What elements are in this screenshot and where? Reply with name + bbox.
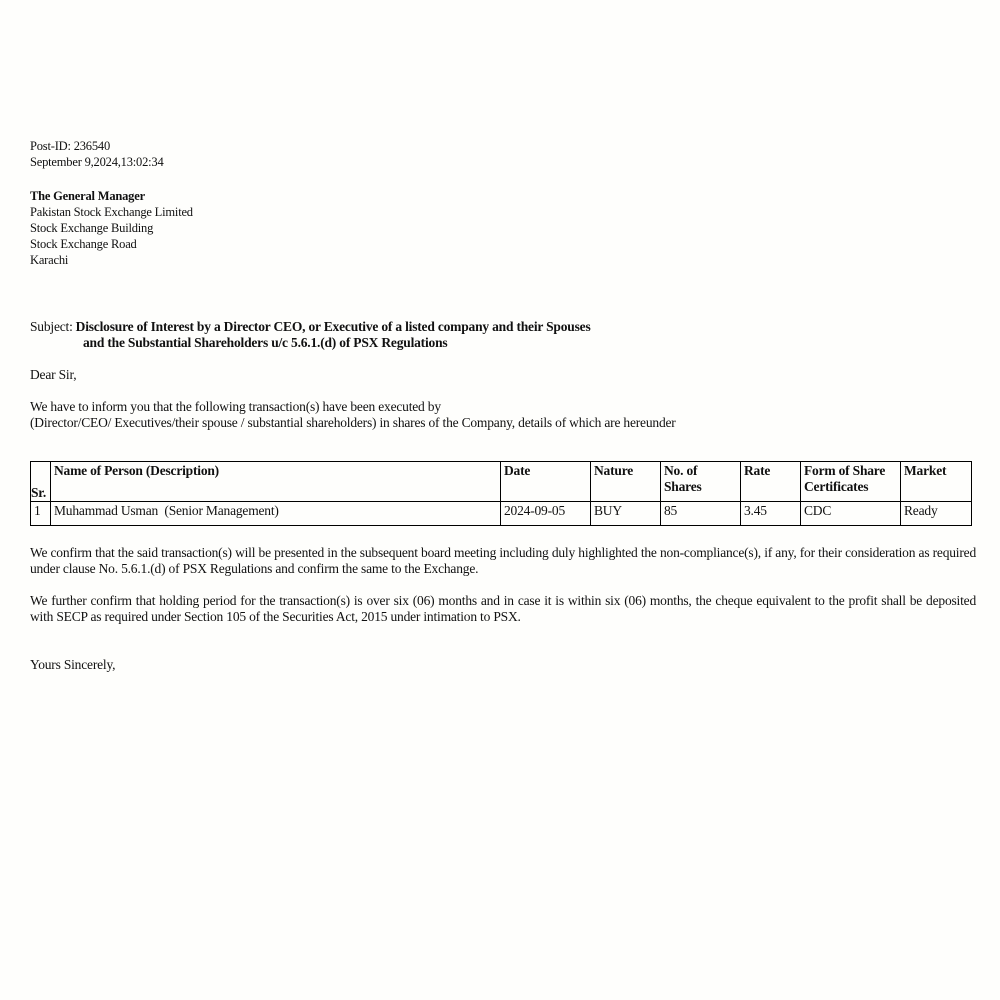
addressee-title: The General Manager — [30, 189, 145, 203]
confirmation-paragraph: We confirm that the said transaction(s) will be presented in the subsequent board meeting including duly highlighted the non-compliance(s), if any, for their consideration as required under clause No. 5.6.1.(d) of PSX Regulations and confirm the same to the Exchange. — [30, 545, 976, 576]
header-date: Date — [501, 462, 591, 502]
intro-line-2: (Director/CEO/ Executives/their spouse / substantial shareholders) in shares of the Company, details of which are hereunder — [30, 415, 676, 430]
salutation: Dear Sir, — [30, 367, 77, 382]
subject-line-1: Disclosure of Interest by a Director CEO, or Executive of a listed company and their Spouses — [75, 319, 591, 334]
cell-shares: 85 — [661, 502, 741, 526]
address-line: Pakistan Stock Exchange Limited — [30, 205, 193, 219]
holding-period-paragraph: We further confirm that holding period for the transaction(s) is over six (06) months and in case it is within six (06) months, the cheque equivalent to the profit shall be deposited with SECP as required under Section 105 of the Securities Act, 2015 under intimation to PSX. — [30, 593, 976, 624]
header-rate: Rate — [741, 462, 801, 502]
header-meta — [30, 138, 164, 170]
cell-rate: 3.45 — [741, 502, 801, 526]
transaction-table — [30, 461, 972, 526]
intro-block — [30, 399, 676, 431]
post-id: Post-ID: 236540 — [30, 139, 110, 153]
table-header-row — [31, 462, 972, 502]
cell-nature: BUY — [591, 502, 661, 526]
header-sr: Sr. — [31, 462, 51, 502]
cell-date: 2024-09-05 — [501, 502, 591, 526]
cell-sr: 1 — [31, 502, 51, 526]
addressee-block — [30, 188, 193, 268]
address-line: Stock Exchange Road — [30, 237, 137, 251]
header-nature: Nature — [591, 462, 661, 502]
post-datetime: September 9,2024,13:02:34 — [30, 155, 164, 169]
cell-name: Muhammad Usman (Senior Management) — [51, 502, 501, 526]
address-line: Stock Exchange Building — [30, 221, 154, 235]
subject-label: Subject: — [30, 319, 73, 334]
header-form: Form of Share Certificates — [801, 462, 901, 502]
header-shares: No. of Shares — [661, 462, 741, 502]
header-market: Market — [901, 462, 972, 502]
table-row — [31, 502, 972, 526]
cell-form: CDC — [801, 502, 901, 526]
cell-market: Ready — [901, 502, 972, 526]
subject-block — [30, 319, 591, 351]
address-line: Karachi — [30, 253, 69, 267]
header-name: Name of Person (Description) — [51, 462, 501, 502]
intro-line-1: We have to inform you that the following transaction(s) have been executed by — [30, 399, 441, 414]
subject-line-2: and the Substantial Shareholders u/c 5.6.1.(d) of PSX Regulations — [83, 335, 448, 350]
closing: Yours Sincerely, — [30, 657, 116, 672]
